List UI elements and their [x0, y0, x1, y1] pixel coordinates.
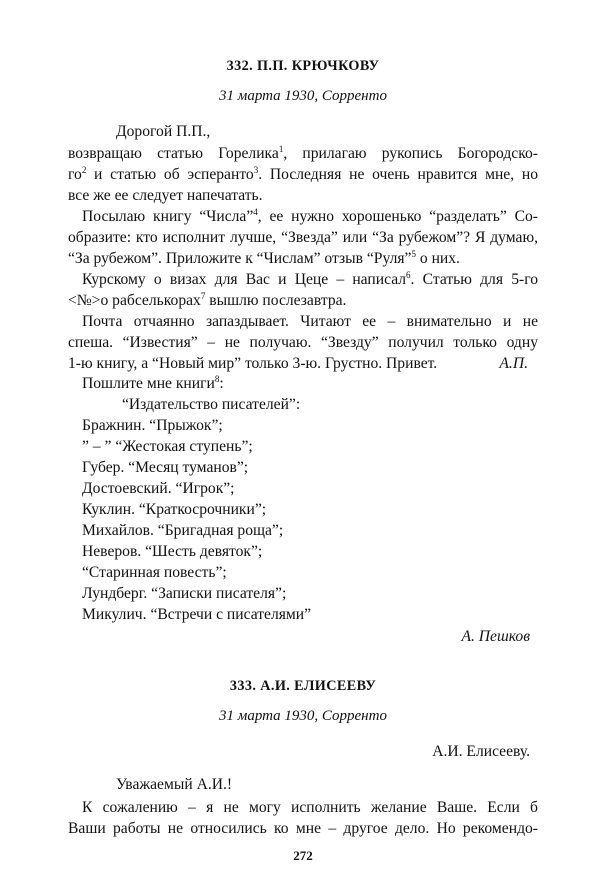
letter-333-p1-line1: К сожалению – я не могу исполнить желание Ваше. Если б [82, 799, 538, 816]
book-list-item: Губер. “Месяц туманов”; [82, 459, 249, 476]
letter-332-signature-initials: А.П. [499, 355, 528, 372]
book-list-item: Куклин. “Краткосрочники”; [82, 501, 267, 518]
book-list-item: Достоевский. “Игрок”; [82, 480, 235, 497]
letter-332-p4-line1: Почта отчаянно запаздывает. Читают ее – внимательно и не [82, 313, 538, 330]
letter-332-p4-line3: 1-ю книгу, а “Новый мир” только 3-ю. Грустно. Привет. [68, 355, 438, 372]
footnote-2: 2 [81, 165, 87, 175]
footnote-8: 8 [214, 374, 220, 384]
footnote-6: 6 [406, 270, 411, 280]
letter-332-p2-line2: образите: кто исполнит лучше, “Звезда” или “За рубежом”? Я думаю, [68, 229, 538, 246]
letter-332-title: 332. П.П. КРЮЧКОВУ [226, 58, 380, 74]
letter-332-salutation: Дорогой П.П., [116, 123, 211, 140]
book-list-item: ” – ” “Жестокая ступень”; [82, 438, 253, 455]
book-list-item: “Старинная повесть”; [82, 564, 227, 581]
letter-332-p1-line3: все же ее следует напечатать. [68, 187, 263, 204]
book-list-item: Бражнин. “Прыжок”; [82, 417, 223, 434]
letter-332-p2-line1: Посылаю книгу “Числа”$^4$, ее нужно хорошенько “разделать” Со- [82, 207, 538, 225]
letter-332-date: 31 марта 1930, Сорренто [219, 88, 387, 104]
book-list-item: Неверов. “Шесть девяток”; [82, 543, 263, 560]
book-list-item: Михайлов. “Бригадная роща”; [82, 522, 284, 539]
footnote-4: 4 [253, 207, 258, 217]
letter-333-salutation: Уважаемый А.И.! [116, 776, 233, 793]
books-request-intro: Пошлите мне книги$^8$: [82, 374, 224, 392]
footnote-3: 3 [253, 165, 259, 175]
letter-332-p3-line2: <№>о рабселькорах$^7$ вышлю послезавтра. [68, 291, 347, 309]
letter-332-p3-line1: Курскому о визах для Вас и Цеце – написал$^6$. Статью для 5-го [82, 270, 538, 288]
letter-333-date: 31 марта 1930, Сорренто [219, 708, 387, 724]
footnote-7: 7 [200, 291, 206, 301]
book-list-item: Микулич. “Встречи с писателями” [82, 606, 312, 623]
letter-333-p1-line2: Ваши работы не относились ко мне – другое дело. Но рекомендо- [68, 820, 538, 837]
letter-333-addressee: А.И. Елисееву. [432, 743, 530, 760]
footnote-5: 5 [411, 249, 416, 259]
letter-332-p2-line3: “За рубежом”. Приложите к “Числам” отзыв “Руля”$^5$ о них. [68, 249, 460, 267]
footnote-1: 1 [278, 144, 284, 154]
letter-332-p4-line2: спеша. “Известия” – не получаю. “Звезду” получил только одну [68, 334, 538, 351]
page-number: 272 [293, 848, 313, 863]
letter-332-p1-line2: $го^2$ и статью об эсперанто$^3$. Последняя не очень нравится мне, но [68, 165, 538, 183]
letter-333-title: 333. А.И. ЕЛИСЕЕВУ [229, 678, 377, 694]
letter-332-signature: А. Пешков [461, 628, 530, 645]
letter-332-p1-line1: возвращаю статью Горелика$^1$, прилагаю рукопись Богородско- [68, 144, 538, 162]
book-list-item: “Издательство писателей”: [122, 396, 301, 413]
book-list-item: Лундберг. “Записки писателя”; [82, 585, 287, 602]
